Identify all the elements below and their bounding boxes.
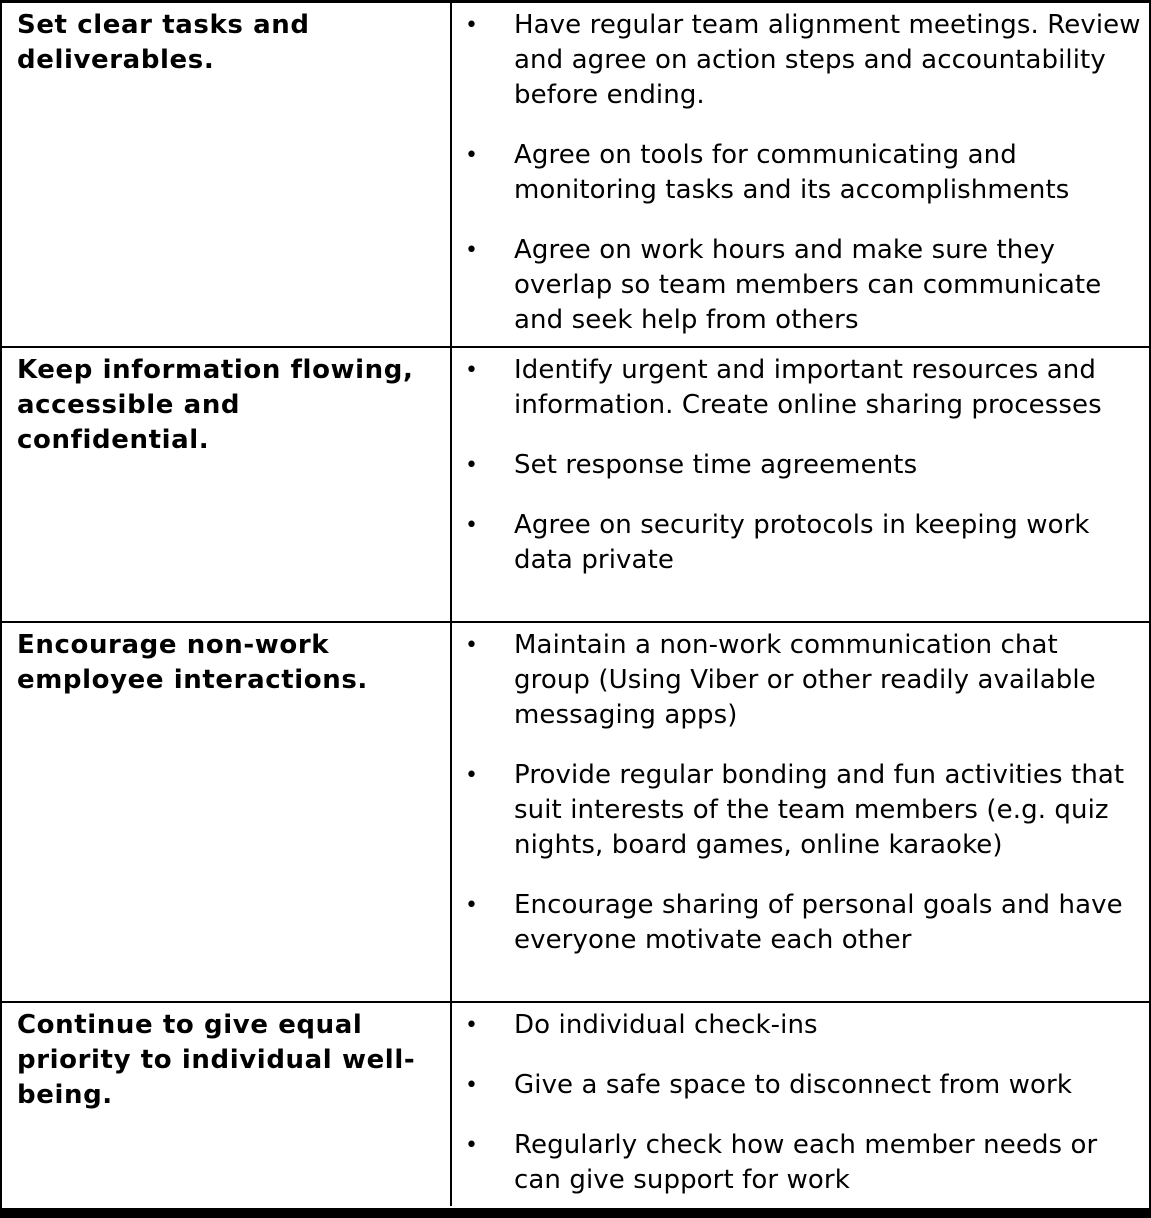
strategy-label: Encourage non-work employee interactions. <box>17 630 368 695</box>
actions-cell <box>451 3 1149 347</box>
list-item <box>452 758 1141 863</box>
strategy-label: Keep information flowing, accessible and confidential. <box>17 355 414 455</box>
strategy-cell <box>2 3 451 347</box>
action-text: Agree on security protocols in keeping work data private <box>514 510 1090 575</box>
bullet-icon: • <box>465 143 479 168</box>
action-text: Do individual check-ins <box>514 1010 818 1040</box>
strategy-cell <box>2 347 451 622</box>
list-item <box>452 1008 1141 1043</box>
list-item <box>452 138 1141 208</box>
table-row <box>2 622 1149 1002</box>
bullet-icon: • <box>465 633 479 658</box>
action-text: Regularly check how each member needs or can give support for work <box>514 1130 1098 1195</box>
action-list <box>452 1003 1149 1198</box>
action-text: Maintain a non-work communication chat group (Using Viber or other readily available messaging apps) <box>514 630 1096 730</box>
action-text: Agree on tools for communicating and monitoring tasks and its accomplishments <box>514 140 1070 205</box>
table-row <box>2 3 1149 347</box>
strategy-cell <box>2 1002 451 1206</box>
bullet-icon: • <box>465 763 479 788</box>
list-item <box>452 353 1141 423</box>
action-text: Encourage sharing of personal goals and have everyone motivate each other <box>514 890 1123 955</box>
table-row <box>2 1002 1149 1206</box>
strategy-table <box>2 3 1149 1206</box>
action-text: Give a safe space to disconnect from work <box>514 1070 1072 1100</box>
action-text: Set response time agreements <box>514 450 918 480</box>
list-item <box>452 448 1141 483</box>
action-text: Have regular team alignment meetings. Review and agree on action steps and accountability before ending. <box>514 10 1141 110</box>
action-list <box>452 3 1149 338</box>
bullet-icon: • <box>465 358 479 383</box>
actions-cell <box>451 347 1149 622</box>
bullet-icon: • <box>465 1133 479 1158</box>
bullet-icon: • <box>465 238 479 263</box>
list-item <box>452 1128 1141 1198</box>
actions-cell <box>451 622 1149 1002</box>
list-item <box>452 8 1141 113</box>
bullet-icon: • <box>465 513 479 538</box>
action-text: Identify urgent and important resources and information. Create online sharing processes <box>514 355 1102 420</box>
actions-cell <box>451 1002 1149 1206</box>
list-item <box>452 508 1141 578</box>
list-item <box>452 628 1141 733</box>
bullet-icon: • <box>465 1013 479 1038</box>
bullet-icon: • <box>465 13 479 38</box>
strategy-cell <box>2 622 451 1002</box>
list-item <box>452 888 1141 958</box>
bullet-icon: • <box>465 453 479 478</box>
action-text: Agree on work hours and make sure they overlap so team members can communicate and seek help from others <box>514 235 1102 335</box>
strategy-label: Set clear tasks and deliverables. <box>17 10 310 75</box>
action-text: Provide regular bonding and fun activities that suit interests of the team members (e.g. quiz nights, board games, online karaoke) <box>514 760 1125 860</box>
bullet-icon: • <box>465 893 479 918</box>
table-row <box>2 347 1149 622</box>
list-item <box>452 233 1141 338</box>
list-item <box>452 1068 1141 1103</box>
strategy-label: Continue to give equal priority to individual well-being. <box>17 1010 416 1110</box>
bullet-icon: • <box>465 1073 479 1098</box>
action-list <box>452 348 1149 578</box>
action-list <box>452 623 1149 958</box>
